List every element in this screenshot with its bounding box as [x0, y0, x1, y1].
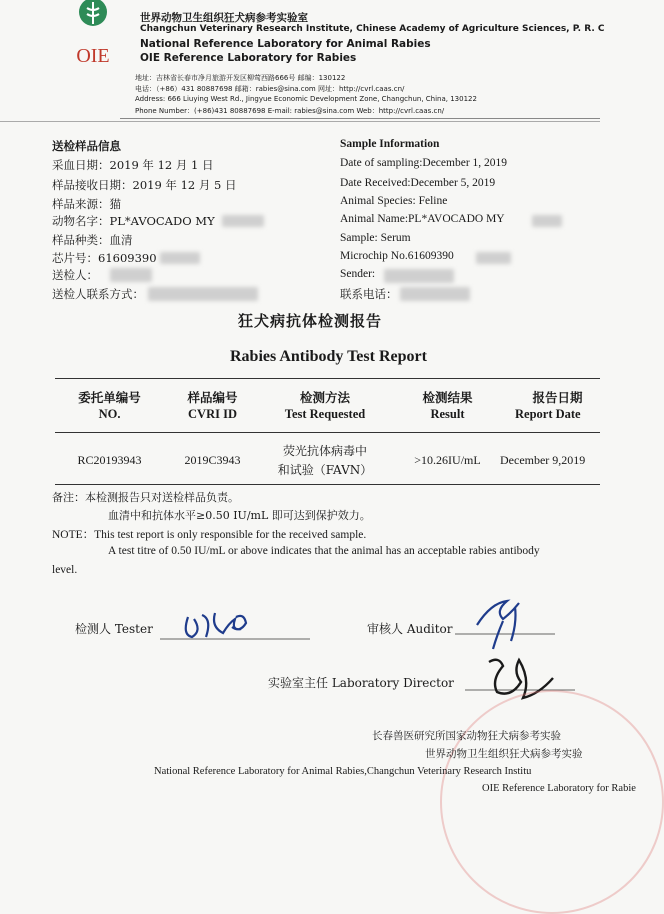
footer-en-2: OIE Reference Laboratory for Rabie	[482, 783, 636, 794]
col-header-cn: 检测结果	[422, 390, 473, 405]
redaction	[400, 287, 470, 301]
director-label: 实验室主任 Laboratory Director	[268, 676, 454, 690]
header-nrl: National Reference Laboratory for Animal Rabies	[140, 38, 431, 50]
report-title-en: Rabies Antibody Test Report	[230, 348, 427, 365]
sample-en-species: Animal Species: Feline	[340, 195, 448, 207]
note-en-2: A test titre of 0.50 IU/mL or above indicates that the animal has an acceptable rabies antibody	[108, 545, 540, 557]
sample-en-animal-name: Animal Name:PL*AVOCADO MY	[340, 213, 505, 225]
sample-en-sender: Sender:	[340, 268, 376, 280]
col-header-cn: 委托单编号	[78, 390, 141, 405]
note-en-1: NOTE：This test report is only responsible for the received sample.	[52, 529, 367, 541]
note-cn-1: 备注：本检测报告只对送检样品负责。	[52, 491, 239, 504]
header-cn-title: 世界动物卫生组织狂犬病参考实验室	[140, 12, 308, 24]
sample-cn-source: 样品来源：猫	[52, 197, 121, 211]
col-header-en: Test Requested	[284, 407, 366, 421]
sample-en-date-received: Date Received:December 5, 2019	[340, 177, 496, 189]
redaction	[476, 252, 511, 264]
logo-text: OIE	[76, 45, 110, 67]
redaction	[222, 215, 264, 227]
redaction	[148, 287, 258, 301]
col-header-en: Result	[430, 407, 465, 421]
sample-en-sample: Sample: Serum	[340, 232, 411, 244]
oie-logo	[58, 0, 128, 68]
cell-result: >10.26IU/mL	[414, 453, 481, 467]
cell-cvri-id: 2019C3943	[184, 453, 241, 467]
sample-cn-sender: 送检人：	[52, 268, 98, 282]
table-bottom-rule	[55, 484, 600, 485]
col-header-en: NO.	[98, 407, 121, 421]
redaction	[160, 252, 200, 264]
col-header-cn: 样品编号	[187, 390, 238, 405]
sample-cn-animal-name: 动物名字：PL*AVOCADO MY	[52, 214, 215, 228]
header-contact-en: Phone Number：(+86)431 80887698 E-mail: rabies@sina.com Web：http://cvrl.caas.cn/	[135, 107, 445, 115]
redaction	[532, 215, 562, 227]
note-cn-2: 血清中和抗体水平≥0.50 IU/mL 即可达到保护效力。	[108, 509, 371, 522]
cell-report-date: December 9,2019	[500, 453, 586, 467]
sample-en-heading: Sample Information	[340, 138, 440, 150]
header-contact-cn: 电话：（+86）431 80887698 邮箱：rabies@sina.com 网址：http://cvrl.caas.cn/	[135, 85, 405, 93]
cell-method-1: 荧光抗体病毒中	[282, 444, 367, 458]
sample-cn-heading: 送检样品信息	[52, 139, 121, 153]
auditor-label: 审核人 Auditor	[367, 622, 453, 636]
cell-no: RC20193943	[77, 453, 142, 467]
sample-cn-chip: 芯片号：61609390	[52, 251, 157, 265]
auditor-signature	[455, 595, 555, 655]
sample-en-phone: 联系电话：	[340, 287, 398, 301]
header-institute: Changchun Veterinary Research Institute, Chinese Academy of Agriculture Sciences, P. R. C	[140, 24, 605, 34]
footer-cn-2: 世界动物卫生组织狂犬病参考实验	[425, 748, 583, 760]
header-oie-lab: OIE Reference Laboratory for Rabies	[140, 52, 357, 64]
redaction	[110, 268, 152, 282]
report-title-cn: 狂犬病抗体检测报告	[238, 312, 383, 330]
note-en-3: level.	[52, 564, 78, 576]
cell-method-2: 和试验（FAVN）	[277, 463, 373, 477]
col-header-en: Report Date	[515, 407, 581, 421]
footer-cn-1: 长春兽医研究所国家动物狂犬病参考实验	[372, 730, 561, 742]
col-header-cn: 检测方法	[299, 390, 350, 405]
footer-en-1: National Reference Laboratory for Animal Rabies,Changchun Veterinary Research Institu	[154, 766, 532, 777]
table-header-rule	[55, 432, 600, 433]
table-top-rule	[55, 378, 600, 379]
header-rule-2	[0, 121, 600, 122]
col-header-en: CVRI ID	[188, 407, 237, 421]
col-header-cn: 报告日期	[532, 390, 583, 405]
sample-en-date-sampling: Date of sampling:December 1, 2019	[340, 157, 508, 169]
sample-cn-date-received: 样品接收日期：2019 年 12 月 5 日	[52, 178, 237, 192]
official-stamp	[440, 690, 664, 914]
redaction	[384, 269, 454, 283]
sample-cn-type: 样品种类：血清	[52, 233, 133, 247]
header-address-en: Address: 666 Liuying West Rd., Jingyue Economic Development Zone, Changchun, China, 130122	[135, 95, 477, 103]
sample-cn-date-sampling: 采血日期：2019 年 12 月 1 日	[52, 158, 214, 172]
sample-cn-sender-contact: 送检人联系方式：	[52, 287, 144, 301]
header-address-cn: 地址：吉林省长春市净月旅游开发区柳莺西路666号 邮编：130122	[135, 74, 346, 82]
tester-signature	[160, 605, 310, 645]
sample-en-microchip: Microchip No.61609390	[340, 250, 454, 262]
header-rule	[120, 118, 600, 119]
tester-label: 检测人 Tester	[75, 622, 153, 636]
